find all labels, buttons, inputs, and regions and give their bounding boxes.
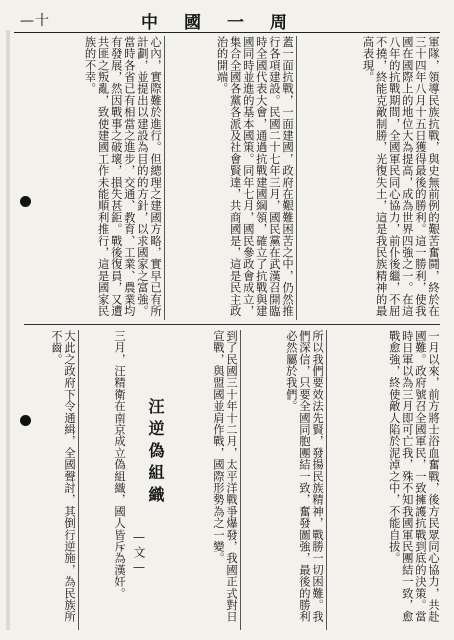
page-number: —十	[20, 13, 50, 29]
column-divider	[296, 36, 297, 320]
column-divider	[164, 36, 165, 320]
column-divider	[326, 330, 327, 630]
publication-title: 中國一周	[141, 13, 313, 33]
page-fold-shadow	[6, 30, 10, 630]
article-text-block: 蓋一面抗戰，一面建國，政府在艱難困苦之中，仍然推行各項建設。民國二十七年三月，國民黨在武漢召開臨時全國代表大會，通過抗戰建國綱領，確立了抗戰與建國同時並進的基本國策。同年七月，國民參政會成立，集合全國各黨各派及社會賢達，共商國是，這是民主政治的開端。	[215, 36, 294, 317]
column-divider	[78, 330, 79, 630]
article-text-block: 軍隊，領導民族抗戰，與史無前例的艱苦奮鬪，終於在三十四年八月十五日獲得最後的勝利。這一勝利，使我國在國際上的地位大為提高，成為世界四強之一。在這八年的抗戰期間，全國軍民同心協力，前仆後繼，不屈不撓，終能克敵制勝，光復失土，這是我民族精神的最高表現。	[361, 36, 440, 317]
article-text-block: 一月以來，前方將士浴血奮戰，後方民眾同心協力，共赴國難。政府號召全國軍民，一致擁護抗戰到底的決策。當時日軍以為三月即可亡我，殊不知我國軍民團結一致，愈戰愈強，終使敵人陷於泥淖之中，不能自拔。	[387, 330, 440, 623]
horizontal-rule	[24, 324, 440, 325]
article-text-block: 心內，實際難於進行。但總理之建國方略，實早已有所計劃，並提出以建設為目的的方針，以求國家之富強。當時各省已有相當之進步，交通、教育、工業、農業均有發展，然因戰事之破壞，損失甚鉅。戰後復員，又遭共匪之叛亂，致使建國工作未能順利推行，這是國家民族的不幸。	[83, 36, 162, 317]
article-text-block: 所以我們要效法先賢，發揚民族精神，戰勝一切困難。我們深信，只要全國同胞團結一致，奮發圖強，最後的勝利必然屬於我們。	[284, 330, 324, 623]
binding-hole-icon	[20, 196, 31, 207]
article-text-block: 大此之政府下令通緝，全國聲討，其倒行逆施，為民族所不齒。	[49, 330, 76, 623]
article-text-block: 三月，汪精衛在南京成立偽組織，國人皆斥為漢奸。	[113, 330, 126, 600]
article-byline: —文—	[132, 530, 146, 576]
article-text-block: 到了民國三十年十二月，太平洋戰爭爆發，我國正式對日宣戰，與盟國並肩作戰，國際形勢為之一變。	[211, 330, 238, 623]
binding-hole-icon	[20, 415, 31, 426]
article-headline: 汪逆偽組織	[146, 398, 165, 508]
column-divider	[240, 330, 241, 630]
page-header	[14, 6, 440, 33]
